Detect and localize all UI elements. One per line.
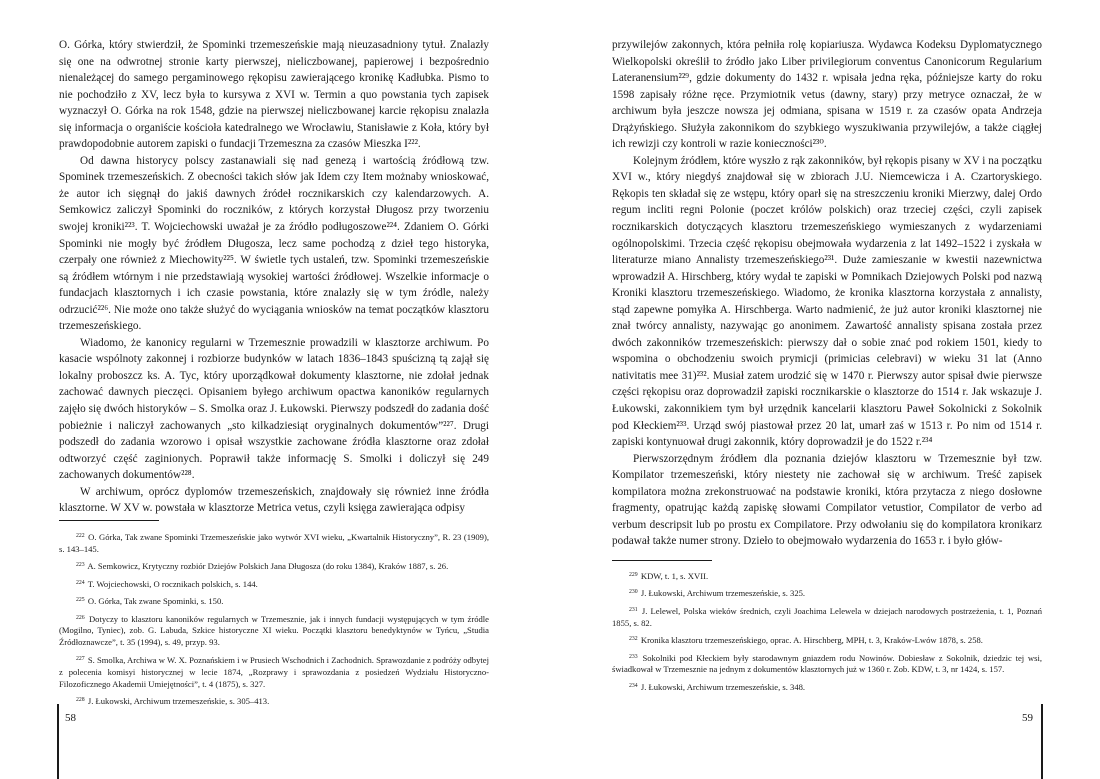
footnote-232: $^{232}$ Kronika klasztoru trzemeszeńskiego, oprac. A. Hirschberg, MPH, t. 3, Kraków-Lwów 1878, s. 258. — [629, 635, 983, 646]
right-paragraph-1: przywilejów zakonnych, która pełniła rolę kopiariusza. Wydawca Kodeksu Dyplomatycznego Wielkopolski określił to źródło jako Liber privilegiorum conventus Canonicorum Regularium Lateranensium²²⁹, gdzie dokumenty do 1432 r. wpisała jedna ręka, późniejsze karty do roku 1598 zapisały różne ręce. Przymiotnik vetus (dawny, stary) przy metryce oznaczał, że w archiwum była jeszcze nowsza jej odmiana, spisana w 1519 r. za czasów opata Andrzeja Drążyńskiego. Służyła zakonnikom do szybkiego wyszukiwania przywilejów, a także ciągłej ich rewizji czy kontroli w razie konieczności²³⁰. — [612, 39, 1042, 151]
left-paragraph-3: Wiadomo, że kanonicy regularni w Trzemesznie prowadzili w klasztorze archiwum. Po kasacie wspólnoty zakonnej i rozbiorze budynków w latach 1836–1843 spuścizną tą zajął się lokalny proboszcz ks. A. Tyc, który uporządkował dokumenty klasztorne, nie zdołał jednak zachować dawnych pieczęci. Opisaniem byłego archiwum opactwa kanoników regularnych zajęło się dwóch historyków – S. Smolka oraz J. Łukowski. Pierwszy podszedł do zadania dość pobieżnie i naliczył zachowanych „sto kilkadziesiąt oryginalnych dokumentów”²²⁷. Drugi podszedł do zadania wzorowo i opisał wszystkie zachowane źródła klasztorne oraz zdołał odtworzyć część zaginionych. Poprawił także informację S. Smolki i doliczył się 249 zachowanych dokumentów²²⁸. — [59, 336, 489, 482]
page-edge-line — [57, 704, 59, 779]
footnote-228: $^{228}$ J. Łukowski, Archiwum trzemeszeńskie, s. 305–413. — [76, 695, 270, 706]
footnote-230: $^{230}$ J. Łukowski, Archiwum trzemeszeńskie, s. 325. — [629, 588, 806, 599]
footnote-231: $^{231}$ J. Lelewel, Polska wieków średnich, czyli Joachima Lelewela w dziejach narodowych postrzeżenia, t. 1, Poznań 1855, s. 82. — [612, 605, 1042, 628]
footnote-223: $^{223}$ A. Semkowicz, Krytyczny rozbiór Dziejów Polskich Jana Długosza (do roku 1384), Kraków 1887, s. 26. — [76, 561, 449, 572]
right-footnotes — [612, 570, 1042, 698]
footnote-224: $^{224}$ T. Wojciechowski, O rocznikach polskich, s. 144. — [76, 578, 258, 589]
left-paragraph-2: Od dawna historycy polscy zastanawiali się nad genezą i wartością źródłową tzw. Spominek trzemeszeńskich. Z obecności takich słów jak Idem czy Item możnaby wnioskować, że autor ich sięgnął do jakiś dawnych źródeł rocznikarskich czy kalendarzowych. A. Semkowicz zaliczył Spominki do roczników, z których korzystał Długosz przy tworzeniu swojej kroniki²²³. T. Wojciechowski uważał je za źródło podługoszowe²²⁴. Zdaniem O. Górki Spominki nie mogły być źródłem Długosza, lecz same pochodzą z dzieł tego historyka, czerpały one również z Miechowity²²⁵. W świetle tych ustaleń, tzw. Spominki trzemeszeńskie są źródłem wtórnym i nie przedstawiają wysokiej wartości źródłowej. Wszelkie informacje o fundacjach klasztornych i ich czasie powstania, które znalazły się w tym źródle, należy odrzucić²²⁶. Nie może ono także służyć do wyciągania wniosków na temat początków klasztoru trzemeszeńskiego. — [59, 154, 489, 333]
footnote-222: $^{222}$ O. Górka, Tak zwane Spominki Trzemeszeńskie jako wytwór XVI wieku, „Kwartalnik Historyczny”, R. 23 (1909), s. 143–145. — [59, 532, 489, 554]
footnote-233: $^{233}$ Sokolniki pod Kłeckiem były starodawnym gniazdem rodu Nowinów. Dobiesław z Sokolnik, dziedzic tej wsi, świadkował w Trzemesznie na jednym z dokumentów klasztornych już w 1360 r. Zob. KDW, t. 3, nr 1424, s. 157. — [612, 652, 1042, 675]
right-body-text — [612, 37, 1042, 550]
footnote-227: $^{227}$ S. Smolka, Archiwa w W. X. Poznańskiem i w Prusiech Wschodnich i Zachodnich. Sprawozdanie z podróży odbytej z polecenia komisyi historycznej w lecie 1874, „Rozprawy i sprawozdania z posiedzeń Wydziału Historyczno-Filozoficznego Akademii Umiejętności”, t. 4 (1875), s. 327. — [59, 654, 489, 689]
right-paragraph-3: Pierwszorzędnym źródłem dla poznania dziejów klasztoru w Trzemesznie był tzw. Kompilator trzemeszeński, który niestety nie zachował się w archiwum. Treść zapisek kompilatora można zrekonstruować na podstawie kroniki, która przytacza z niego dosłowne fragmenty, opatrując każdą zapiskę słowami Compilator vetustior, Compilator de verbo ad verbum descripsit lub po prostu ex Compilatore. Przy odwołaniu się do kompilatora kronikarz podawał także numer strony. Dzieło to obejmowało wydarzenia do 1653 r. i było głów- — [612, 452, 1042, 548]
left-paragraph-1: O. Górka, który stwierdził, że Spominki trzemeszeńskie mają nieuzasadniony tytuł. Znalazły się one na odwrotnej stronie karty pierwszej, nieliczbowanej, papierowej i bezpośrednio nienależącej do samego pergaminowego rękopisu zawierającego kronikę Kadłubka. Pismo to nie pochodziło z XV, lecz była to kursywa z XVI w. Termin a quo powstania tych zapisek wyznaczył O. Górka na rok 1548, gdzie na pierwszej nieliczbowanej karcie rękopisu znalazła się informacja o organiście kościoła katedralnego we Wrocławiu, Stanisławie z Koła, który był prawdopodobnie autorem zapiski o fundacji Trzemeszna za czasów Mieszka I²²². — [59, 39, 489, 151]
footnote-226: $^{226}$ Dotyczy to klasztoru kanoników regularnych w Trzemesznie, jak i innych fundacji występujących w tym źródle (Mogilno, Tyniec), zob. G. Labuda, Szkice historyczne XI wieku. Początki klasztoru benedyktynów w Tyńcu, „Studia Źródłoznawcze”, t. 35 (1994), s. 49, przyp. 93. — [59, 613, 489, 648]
left-footnote-separator — [59, 520, 159, 521]
footnote-225: $^{225}$ O. Górka, Tak zwane Spominki, s. 150. — [76, 596, 224, 607]
page-number: 58 — [65, 712, 76, 724]
footnote-234: $^{234}$ J. Łukowski, Archiwum trzemeszeńskie, s. 348. — [629, 681, 806, 692]
left-paragraph-4: W archiwum, oprócz dyplomów trzemeszeńskich, znajdowały się również inne źródła klasztorne. W XV w. powstała w klasztorze Metrica vetus, czyli księga zawierająca odpisy — [59, 485, 489, 515]
right-footnote-separator — [612, 560, 712, 561]
left-body-text — [59, 37, 489, 517]
page-edge-line — [1041, 704, 1043, 779]
left-footnotes — [59, 531, 489, 712]
right-paragraph-2: Kolejnym źródłem, które wyszło z rąk zakonników, był rękopis pisany w XV i na początku XVI w., który niegdyś znajdował się w zbiorach J.U. Niemcewicza i A. Czartoryskiego. Rękopis ten składał się ze wstępu, który oparł się na streszczeniu kroniki Mierzwy, dalej Ordo regum incliti regni Polonie (poczet królów polskich) oraz trzeciej części, czyli zapisek rocznikarskich dotyczących klasztoru trzemeszeńskiego wymieszanych z wydarzeniami ogólnopolskimi. Trzecia część rękopisu obejmowała wydarzenia z lat 1492–1522 i zyskała w literaturze miano Annalisty trzemeszeńskiego²³¹. Duże zamieszanie w kwestii nazewnictwa wprowadził A. Hirschberg, który wydał te zapiski w Pomnikach Dziejowych Polski pod nazwą Kroniki klasztoru trzemeszeńskiego. Wiadomo, że kronika klasztorna korzystała z annalisty, stąd zapewne pomyłka A. Hirschberga. Warto nadmienić, że już autor kroniki klasztornej nie znał twórcy annalisty, nazywając go anonimem. Zawartość annalisty spisana została przez dwóch zakonników trzemeszeńskich: pierwszy dał o sobie znać pod rokiem 1501, kiedy to wspomina o obchodzeniu swoich prymicji (primicias celebravi) w wieku 31 lat (Anno nativitatis mee 31)²³². Musiał zatem urodzić się w 1470 r. Pierwszy autor spisał dwie pierwsze części rękopisu oraz doprowadził zapiski rocznikarskie o klasztorze do 1514 r. Jak wskazuje J. Łukowski, zakonnikiem tym był urzędnik kancelarii klasztoru Paweł Sokolnicki z Sokolnik pod Kłeckiem²³³. Urząd swój piastował przez 20 lat, umarł zaś w 1513 r. Po nim od 1514 r. zapiski kontynuował drugi zakonnik, który doprowadził je do 1522 r.²³⁴ — [612, 154, 1042, 449]
page-number: 59 — [1022, 712, 1033, 724]
footnote-229: $^{229}$ KDW, t. 1, s. XVII. — [629, 571, 709, 581]
